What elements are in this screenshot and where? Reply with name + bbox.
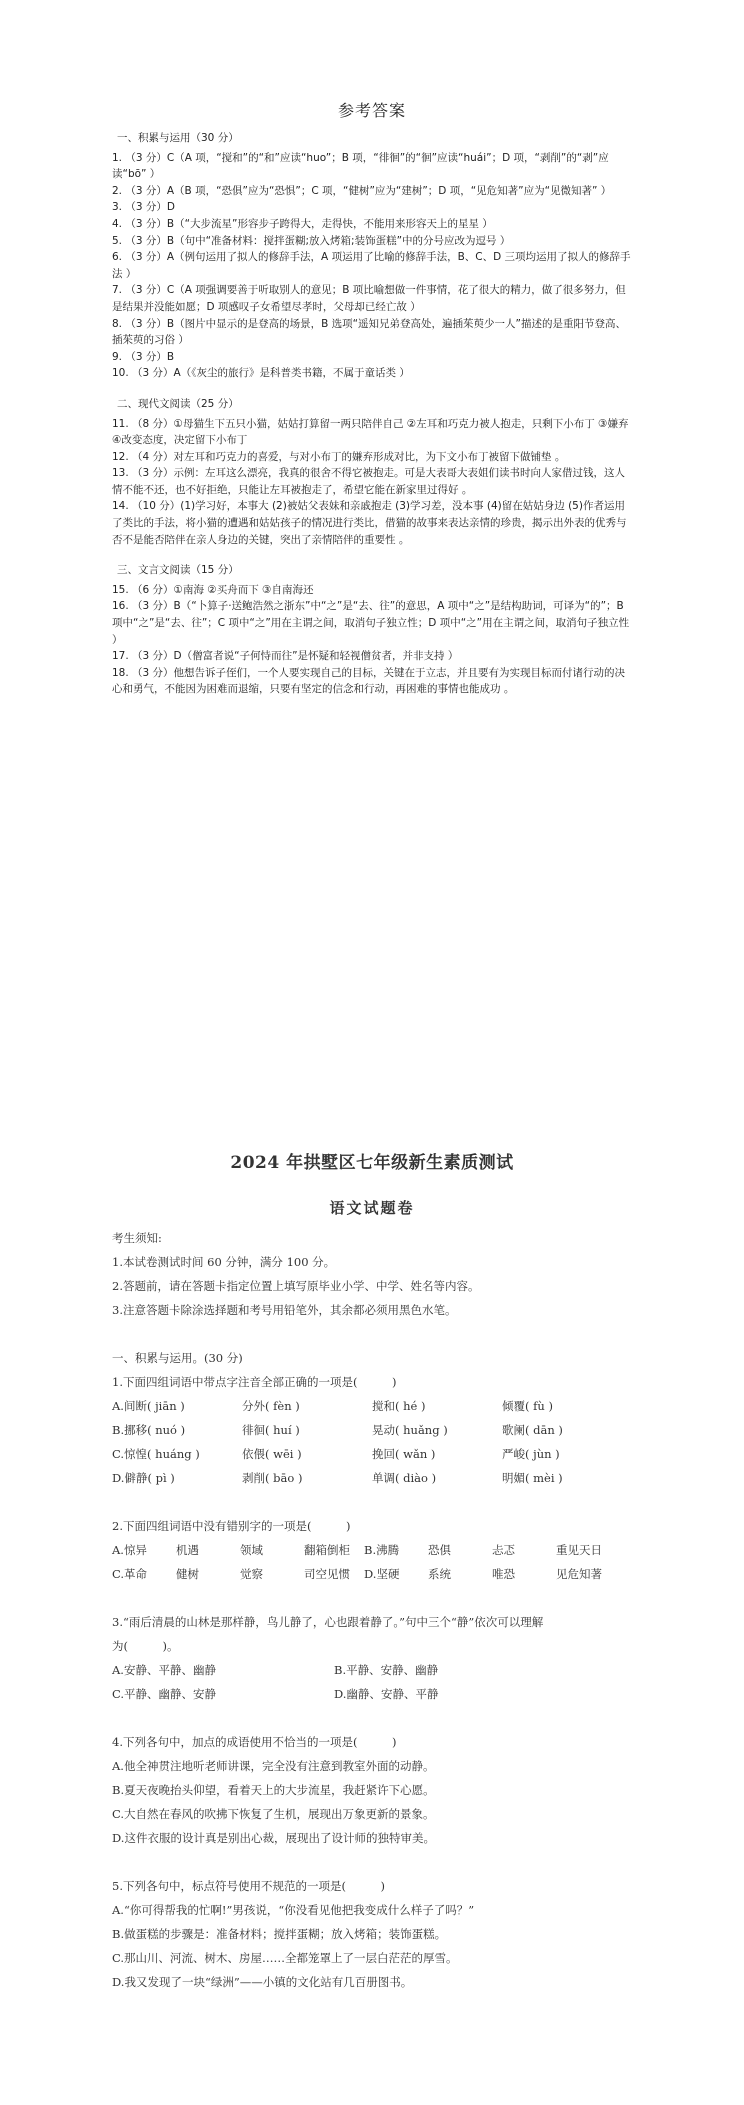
answer-item: 12. （4 分）对左耳和巧克力的喜爱，与对小布丁的嫌弃形成对比，为下文小布丁被留下做铺垫 。 xyxy=(112,450,566,463)
answer-item: 18. （3 分）他想告诉子侄们，一个人要实现自己的目标，关键在于立志，并且要有为实现目标而付诸行动的决心和勇气，不能因为困难而退缩，只要有坚定的信念和行动，再困难的事情也能成功 。 xyxy=(112,666,626,696)
option-row: A.间断( jiān ) 分外( fèn ) 搅和( hé ) 倾覆( fù ) xyxy=(112,1399,553,1413)
answer-item: 5. （3 分）B（句中“准备材料：搅拌蛋糊;放入烤箱;装饰蛋糕”中的分号应改为逗号 ） xyxy=(112,234,511,247)
answer-item: 11. （8 分）①母猫生下五只小猫，姑姑打算留一两只陪伴自己 ②左耳和巧克力被人抱走，只剩下小布丁 ③嫌弃 ④改变态度，决定留下小布丁 xyxy=(112,417,629,447)
option-row: C.平静、幽静、安静 D.幽静、安静、平静 xyxy=(112,1687,439,1701)
question-stem: 3.“雨后清晨的山林是那样静，鸟儿静了，心也跟着静了。”句中三个“静”依次可以理解 xyxy=(112,1615,544,1629)
exam-title: 2024 年拱墅区七年级新生素质测试 xyxy=(230,1153,514,1173)
option-row: A.安静、平静、幽静 B.平静、安静、幽静 xyxy=(112,1663,439,1677)
answer-item: 13. （3 分）示例：左耳这么漂亮，我真的很舍不得它被抱走。可是大表哥大表姐们读书时向人家借过钱，这人情不能不还，也不好拒绝，只能让左耳被抱走了，希望它能在新家里过得好 。 xyxy=(112,467,626,496)
notice-item: 2.答题前，请在答题卡指定位置上填写原毕业小学、中学、姓名等内容。 xyxy=(112,1279,480,1293)
answer-item: 4. （3 分）B（“大步流星”形容步子跨得大，走得快，不能用来形容天上的星星 ） xyxy=(112,217,493,230)
option-row: C.革命 健树 觉察 司空见惯 D.坚硬 系统 唯恐 见危知著 xyxy=(112,1567,602,1581)
option-row: C.惊惶( huáng ) 依偎( wēi ) 挽回( wǎn ) 严峻( jùn ) xyxy=(112,1447,560,1461)
notice-heading: 考生须知: xyxy=(112,1231,162,1245)
answer-item: 6. （3 分）A（例句运用了拟人的修辞手法，A 项运用了比喻的修辞手法，B、C、D 三项均运用了拟人的修辞手法 ） xyxy=(112,251,631,280)
section-heading: 二、现代文阅读（25 分） xyxy=(117,397,239,410)
option-line: B.做蛋糕的步骤是：准备材料；搅拌蛋糊；放入烤箱；装饰蛋糕。 xyxy=(112,1927,447,1941)
answer-key-title: 参考答案 xyxy=(337,101,406,120)
option-row: B.挪移( nuó ) 徘徊( huí ) 晃动( huǎng ) 歌阑( dān ) xyxy=(112,1423,563,1437)
notice-item: 3.注意答题卡除涂选择题和考号用铅笔外，其余都必须用黑色水笔。 xyxy=(112,1303,457,1317)
option-line: A.“你可得帮我的忙啊!”男孩说，“你没看见他把我变成什么样子了吗？” xyxy=(112,1903,475,1917)
option-line: C.那山川、河流、树木、房屋……全都笼罩上了一层白茫茫的厚雪。 xyxy=(112,1951,458,1965)
option-row: A.惊异 机遇 领域 翻箱倒柜 B.沸腾 恐俱 忐忑 重见天日 xyxy=(112,1543,602,1557)
question-stem: 4.下列各句中，加点的成语使用不恰当的一项是( ) xyxy=(112,1735,397,1749)
exam-subtitle: 语文试题卷 xyxy=(329,1199,415,1217)
answer-item: 8. （3 分）B（图片中显示的是登高的场景，B 选项“遥知兄弟登高处，遍插茱萸少一人”描述的是重阳节登高、插茱萸的习俗 ） xyxy=(112,317,626,347)
option-line: A.他全神贯注地听老师讲课，完全没有注意到教室外面的动静。 xyxy=(112,1759,435,1773)
answer-item: 14. （10 分）(1)学习好，本事大 (2)被姑父表妹和亲戚抱走 (3)学习差，没本事 (4)留在姑姑身边 (5)作者运用了类比的手法，将小猫的遭遇和姑姑孩子的情况进行类比，借猫的故事来表达亲情的珍贵，揭示出外表的优秀与否不是能否陪伴在亲人身边的关键，突出了亲情陪伴的重要性 。 xyxy=(112,500,627,546)
notice-item: 1.本试卷测试时间 60 分钟，满分 100 分。 xyxy=(112,1255,336,1269)
section-heading: 三、文言文阅读（15 分） xyxy=(117,564,239,577)
exam-page xyxy=(0,1120,744,2105)
exam-body xyxy=(112,1226,632,1994)
section-heading: 一、积累与运用（30 分） xyxy=(117,132,239,144)
answer-item: 17. （3 分）D（僧富者说“子何恃而往”是怀疑和轻视僧贫者，并非支持 ） xyxy=(112,650,459,663)
answer-item: 3. （3 分）D xyxy=(112,201,175,214)
option-line: D.我又发现了一块“绿洲”——小镇的文化站有几百册图书。 xyxy=(112,1975,413,1989)
question-stem: 2.下面四组词语中没有错别字的一项是( ) xyxy=(112,1519,351,1533)
option-line: B.夏天夜晚抬头仰望，看着天上的大步流星，我赶紧许下心愿。 xyxy=(112,1783,435,1797)
answer-item: 16. （3 分）B（“卜算子·送鲍浩然之浙东”中“之”是“去、往”的意思，A 项中“之”是结构助词，可译为“的”；B 项中“之”是“去、往”；C 项中“之”用在主谓之间，取消句子独立性；D 项中“之”用在主谓之间，取消句子独立性 ） xyxy=(112,600,630,646)
answer-item: 2. （3 分）A（B 项，“恐俱”应为“恐惧”；C 项，“健树”应为“建树”；D 项，“见危知著”应为“见微知著” ） xyxy=(112,184,612,197)
answer-item: 9. （3 分）B xyxy=(112,350,175,363)
option-line: D.这件衣服的设计真是别出心裁，展现出了设计师的独特审美。 xyxy=(112,1831,435,1845)
answer-item: 15. （6 分）①南海 ②买舟而下 ③自南海还 xyxy=(112,583,314,596)
answer-item: 1. （3 分）C（A 项，“搅和”的“和”应读“huo”；B 项，“徘徊”的“徊”应读“huái”；D 项，“剥削”的“剥”应读“bō” ） xyxy=(112,151,609,181)
section-heading: 一、积累与运用。(30 分) xyxy=(112,1351,243,1365)
question-stem: 5.下列各句中，标点符号使用不规范的一项是( ) xyxy=(112,1879,385,1893)
question-stem-cont: 为( )。 xyxy=(112,1639,179,1653)
question-stem: 1.下面四组词语中带点字注音全部正确的一项是( ) xyxy=(112,1375,397,1389)
answer-item: 7. （3 分）C（A 项强调要善于听取别人的意见；B 项比喻想做一件事情，花了很大的精力，做了很多努力，但是结果并没能如愿；D 项感叹子女希望尽孝时，父母却已经亡故 ） xyxy=(112,284,626,313)
option-line: C.大自然在春风的吹拂下恢复了生机，展现出万象更新的景象。 xyxy=(112,1807,435,1821)
option-row: D.僻静( pì ) 剥削( bāo ) 单调( diào ) 明媚( mèi ) xyxy=(112,1471,563,1485)
answer-item: 10. （3 分）A（《灰尘的旅行》是科普类书籍，不属于童话类 ） xyxy=(112,367,410,380)
answer-key-body xyxy=(112,130,632,698)
